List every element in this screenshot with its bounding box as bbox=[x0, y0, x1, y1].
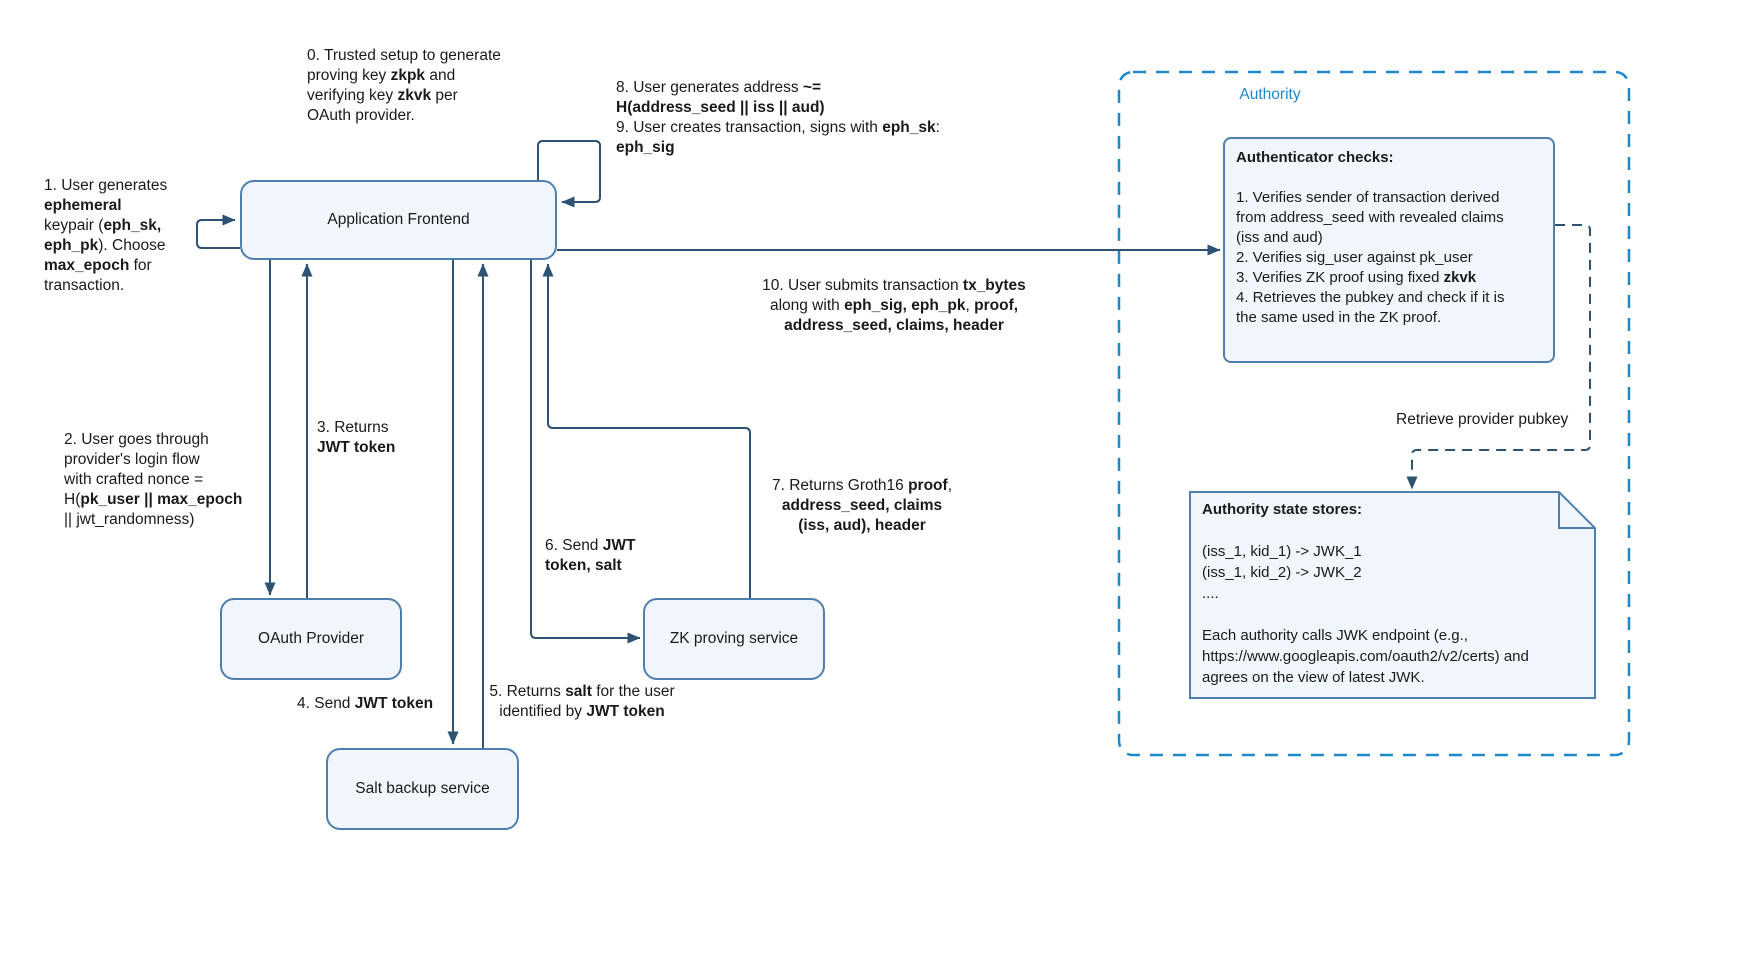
annotation-step-1: 1. User generates ephemeral keypair (eph_sk, eph_pk). Choose max_epoch for transaction. bbox=[44, 177, 168, 294]
oauth-provider-label: OAuth Provider bbox=[258, 630, 364, 647]
node-zk-proving-service bbox=[643, 598, 825, 680]
authenticator-checks-body: 1. Verifies sender of transaction derived from address_seed with revealed claims (iss and aud) 2. Verifies sig_user against pk_user 3. Verifies ZK proof using fixed zkvk 4. Retrieves the pubkey and check if it is the same used in the ZK proof. bbox=[1236, 189, 1505, 326]
annotation-step-4: 4. Send JWT token bbox=[297, 695, 434, 712]
annotation-step-5: 5. Returns salt for the user identified by JWT token bbox=[489, 683, 675, 720]
salt-backup-service-label: Salt backup service bbox=[355, 780, 490, 797]
node-salt-backup-service bbox=[326, 748, 519, 830]
node-oauth-provider bbox=[220, 598, 402, 680]
application-frontend-label: Application Frontend bbox=[327, 211, 470, 228]
retrieve-provider-pubkey-label: Retrieve provider pubkey bbox=[1396, 411, 1569, 428]
authenticator-checks-panel bbox=[1223, 137, 1555, 363]
annotation-step-3: 3. Returns JWT token bbox=[317, 419, 396, 456]
node-application-frontend bbox=[240, 180, 557, 260]
authority-state-store-title: Authority state stores: bbox=[1202, 501, 1363, 518]
annotation-step-6: 6. Send JWT token, salt bbox=[545, 537, 636, 574]
authority-title: Authority bbox=[1239, 86, 1301, 103]
annotation-step-10: 10. User submits transaction tx_bytes along with eph_sig, eph_pk, proof, address_seed, claims, header bbox=[762, 277, 1026, 334]
zk-proving-service-label: ZK proving service bbox=[669, 630, 799, 647]
authenticator-checks-title: Authenticator checks: bbox=[1236, 149, 1394, 166]
annotation-steps-8-9: 8. User generates address ~= H(address_seed || iss || aud) 9. User creates transaction, signs with eph_sk: eph_sig bbox=[616, 79, 940, 156]
annotation-step-0: 0. Trusted setup to generate proving key zkpk and verifying key zkvk per OAuth provider. bbox=[307, 47, 501, 124]
annotation-step-7: 7. Returns Groth16 proof, address_seed, claims (iss, aud), header bbox=[771, 477, 953, 534]
authority-state-store-panel bbox=[1202, 499, 1588, 688]
authority-state-store-body: (iss_1, kid_1) -> JWK_1 (iss_1, kid_2) -> JWK_2 .... Each authority calls JWK endpoint (e.g., https://www.googleapis.com/oauth2/v2/certs) and agrees on the view of latest JWK. bbox=[1202, 543, 1529, 686]
annotation-step-2: 2. User goes through provider's login flow with crafted nonce = H(pk_user || max_epoch || jwt_randomness) bbox=[64, 431, 243, 528]
